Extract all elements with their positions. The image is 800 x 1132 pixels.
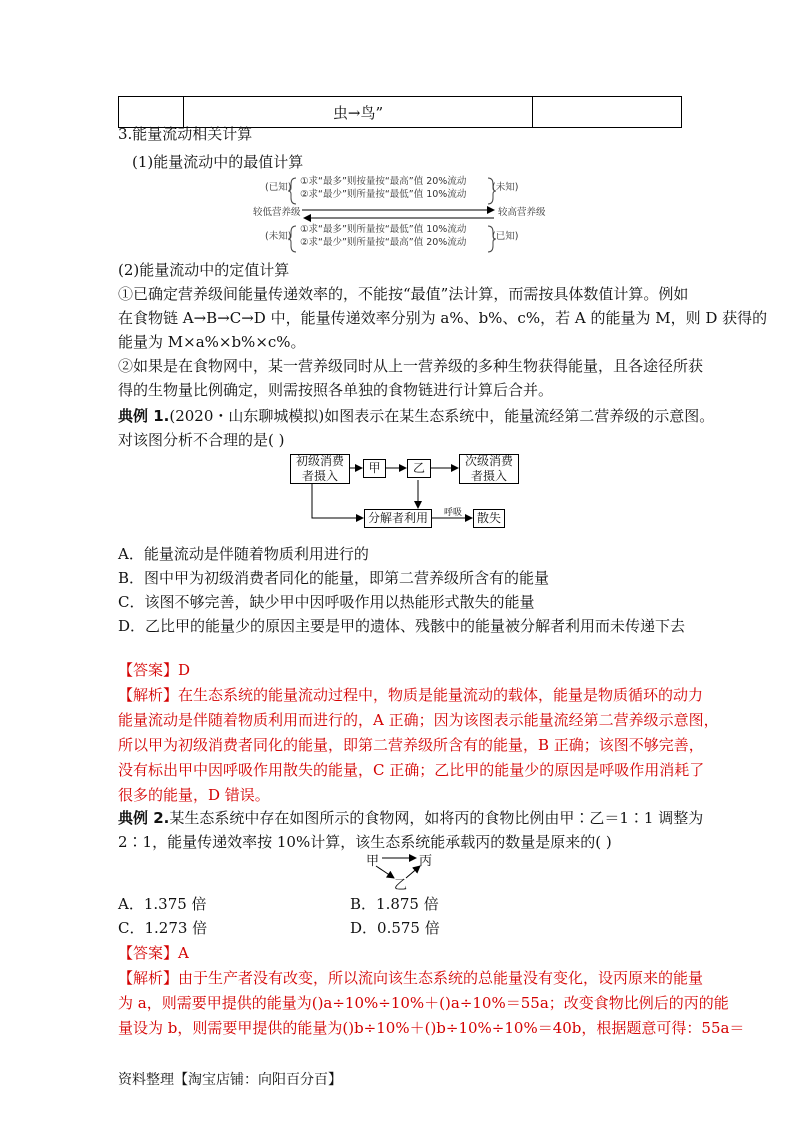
option-a: A．能量流动是伴随着物质利用进行的 <box>118 545 369 563</box>
diagram-label: (未知) <box>265 231 292 242</box>
answer-line <box>118 656 190 684</box>
answer-label: 【答案】 <box>118 661 179 679</box>
brace <box>488 178 496 204</box>
example-label: 典例 1. <box>118 407 170 425</box>
example-question-line: 对该图分析不合理的是( ) <box>118 431 285 449</box>
example-text: 某生态系统中存在如图所示的食物网，如将丙的食物比例由甲∶乙＝1∶1 调整为 <box>169 809 704 827</box>
option-a: A．1.375 倍 <box>118 895 207 913</box>
analysis-line: 为 a，则需要甲提供的能量为()a÷10%÷10%＋()a÷10%＝55a；改变食物比例后的丙的能 <box>118 994 729 1012</box>
option-c: C．该图不够完善，缺少甲中因呼吸作用以热能形式散失的能量 <box>118 593 535 611</box>
diagram-box: 甲 <box>363 459 386 478</box>
diagram-label: (已知) <box>492 231 519 242</box>
example-label: 典例 2. <box>118 809 170 827</box>
diagram-box: 初级消费者摄入 <box>290 454 350 484</box>
subsection-heading: (2)能量流动中的定值计算 <box>118 261 290 279</box>
answer-line <box>118 939 189 967</box>
example-question-line: 2∶1，能量传递效率按 10%计算，该生态系统能承载丙的数量是原来的( ) <box>118 833 612 851</box>
arrow-label: 呼吸 <box>444 508 463 518</box>
analysis-label: 【解析】 <box>118 686 179 704</box>
analysis-line: 量设为 b，则需要甲提供的能量为()b÷10%＋()b÷10%÷10%＝40b，根据题意可得：55a＝ <box>118 1019 745 1037</box>
food-web-node: 丙 <box>419 854 433 869</box>
analysis-line: 没有标出甲中因呼吸作用散失的能量，C 正确；乙比甲的能量少的原因是呼吸作用消耗了 <box>118 761 705 779</box>
paragraph-line: 在食物链 A→B→C→D 中，能量传递效率分别为 a%、b%、c%，若 A 的能量为 M，则 D 获得的 <box>118 309 768 327</box>
table-cell: 虫→鸟” <box>184 97 533 128</box>
answer-label: 【答案】 <box>118 944 179 962</box>
diagram-label: (已知) <box>265 182 292 193</box>
food-web-arrow <box>406 866 420 878</box>
diagram-label: ②求“最少”则所量按“最高”值 20%流动 <box>300 237 467 248</box>
example-text: (2020・山东聊城模拟)如图表示在某生态系统中，能量流经第二营养级的示意图。 <box>169 407 715 425</box>
food-web-node: 乙 <box>394 878 408 893</box>
answer-value: D <box>178 661 191 679</box>
diagram-label: ②求“最少”则所量按“最低”值 10%流动 <box>300 189 467 200</box>
analysis-text: 由于生产者没有改变，所以流向该生态系统的总能量没有变化，设丙原来的能量 <box>178 969 704 987</box>
paragraph-line: ①已确定营养级间能量传递效率的，不能按“最值”法计算，而需按具体数值计算。例如 <box>118 285 689 303</box>
analysis-line <box>118 681 703 709</box>
analysis-line: 所以甲为初级消费者同化的能量，即第二营养级所含有的能量，B 正确；该图不够完善， <box>118 736 704 754</box>
diagram-label: 较低营养级 <box>253 207 301 218</box>
diagram-box: 散失 <box>473 509 505 528</box>
flow-arrow <box>312 484 363 518</box>
analysis-line: 很多的能量，D 错误。 <box>118 786 270 804</box>
brace <box>488 226 496 252</box>
diagram-box: 分解者利用 <box>364 509 432 528</box>
diagram-label: ①求“最多”则按量按“最高”值 20%流动 <box>300 176 467 187</box>
option-c: C．1.273 倍 <box>118 919 208 937</box>
analysis-text: 在生态系统的能量流动过程中，物质是能量流动的载体，能量是物质循环的动力 <box>178 686 704 704</box>
option-b: B．图中甲为初级消费者同化的能量，即第二营养级所含有的能量 <box>118 569 550 587</box>
answer-value: A <box>178 944 189 962</box>
analysis-label: 【解析】 <box>118 969 179 987</box>
option-d: D．0.575 倍 <box>350 919 440 937</box>
analysis-line <box>118 964 703 992</box>
diagram-label: (未知) <box>492 182 519 193</box>
diagram-label: ①求“最多”则所量按“最低”值 10%流动 <box>300 224 467 235</box>
option-b: B．1.875 倍 <box>350 895 439 913</box>
section-heading: 3.能量流动相关计算 <box>118 125 253 143</box>
paragraph-line: 能量为 M×a%×b%×c%。 <box>118 333 306 351</box>
brace <box>288 226 296 252</box>
diagram-box: 乙 <box>407 459 431 478</box>
paragraph-line: 得的生物量比例确定，则需按照各单独的食物链进行计算后合并。 <box>118 381 554 399</box>
footer: 资料整理【淘宝店铺：向阳百分百】 <box>118 1072 342 1088</box>
subsection-heading: (1)能量流动中的最值计算 <box>132 153 304 171</box>
brace <box>288 178 296 204</box>
paragraph-line: ②如果是在食物网中，某一营养级同时从上一营养级的多种生物获得能量，且各途径所获 <box>118 357 704 375</box>
diagram-label: 较高营养级 <box>498 207 546 218</box>
option-d: D．乙比甲的能量少的原因主要是甲的遗体、残骸中的能量被分解者利用而未传递下去 <box>118 617 686 635</box>
food-web-node: 甲 <box>366 854 380 869</box>
diagram-box: 次级消费者摄入 <box>459 454 519 484</box>
analysis-line: 能量流动是伴随着物质利用而进行的，A 正确；因为该图表示能量流经第二营养级示意图， <box>118 711 719 729</box>
